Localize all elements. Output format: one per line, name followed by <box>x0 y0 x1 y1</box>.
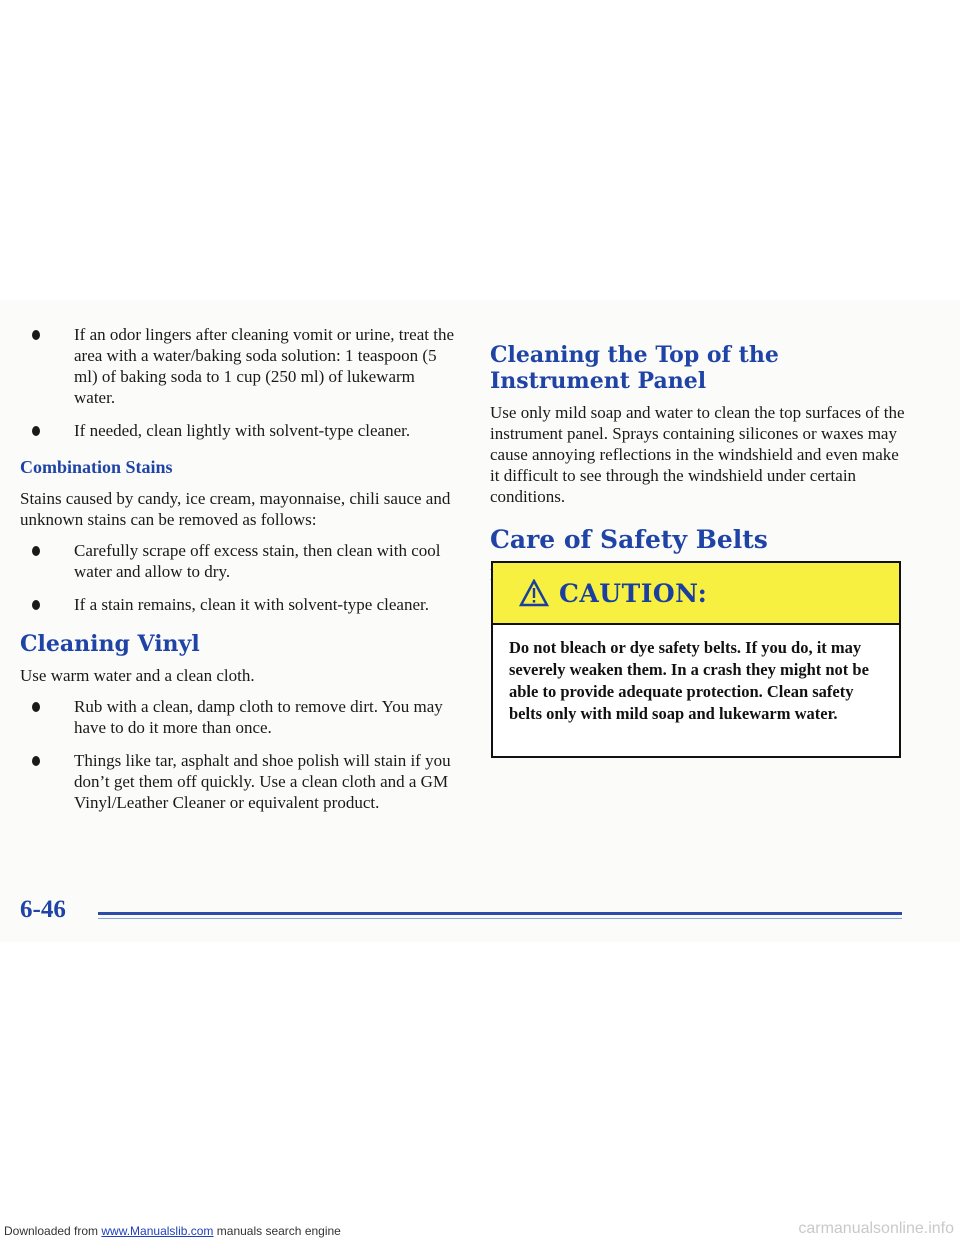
heading-safety-belts: Care of Safety Belts <box>490 525 768 554</box>
caution-title: CAUTION: <box>559 578 708 608</box>
list-item: If needed, clean lightly with solvent-type cleaner. <box>20 420 460 441</box>
caution-header <box>493 563 899 625</box>
footer-rule <box>98 912 902 915</box>
manualslib-link[interactable]: www.Manualslib.com <box>101 1224 214 1238</box>
download-note: Downloaded from www.Manualslib.com manuals search engine <box>4 1224 341 1238</box>
left-column <box>20 324 460 825</box>
watermark-logo: carmanualsonline.info <box>798 1220 954 1237</box>
warning-triangle-icon <box>519 579 549 607</box>
vinyl-intro: Use warm water and a clean cloth. <box>20 666 255 685</box>
list-item: If a stain remains, clean it with solvent-type cleaner. <box>20 594 460 615</box>
right-column <box>490 342 910 595</box>
heading-combination-stains: Combination Stains <box>20 457 173 477</box>
list-item: Rub with a clean, damp cloth to remove dirt. You may have to do it more than once. <box>20 696 460 738</box>
caution-text: Do not bleach or dye safety belts. If you do, it may severely weaken them. In a crash they might not be able to provide adequate protection. Clean safety belts only with mild soap and lukewarm water. <box>509 638 869 723</box>
list-item: If an odor lingers after cleaning vomit or urine, treat the area with a water/baking soda solution: 1 teaspoon (5 ml) of baking soda to 1 cup (250 ml) of lukewarm water. <box>20 324 460 408</box>
instrument-panel-text: Use only mild soap and water to clean the top surfaces of the instrument panel. Sprays containing silicones or waxes may cause annoying reflections in the windshield and even make it difficult to see through the windshield under certain conditions. <box>490 403 905 506</box>
bullet-dot-icon <box>32 702 40 712</box>
footer-rule-thin <box>98 918 902 919</box>
list-item: Things like tar, asphalt and shoe polish will stain if you don’t get them off quickly. Use a clean cloth and a GM Vinyl/Leather Cleaner or equivalent product. <box>20 750 460 813</box>
bullet-dot-icon <box>32 426 40 436</box>
heading-instrument-panel: Cleaning the Top of the Instrument Panel <box>490 342 779 394</box>
combination-intro: Stains caused by candy, ice cream, mayonnaise, chili sauce and unknown stains can be removed as follows: <box>20 489 451 529</box>
bullet-dot-icon <box>32 756 40 766</box>
bullet-dot-icon <box>32 330 40 340</box>
heading-cleaning-vinyl: Cleaning Vinyl <box>20 631 200 657</box>
list-item: Carefully scrape off excess stain, then clean with cool water and allow to dry. <box>20 540 460 582</box>
bullet-dot-icon <box>32 600 40 610</box>
page-number: 6-46 <box>20 896 66 923</box>
caution-box <box>491 561 901 758</box>
bullet-dot-icon <box>32 546 40 556</box>
